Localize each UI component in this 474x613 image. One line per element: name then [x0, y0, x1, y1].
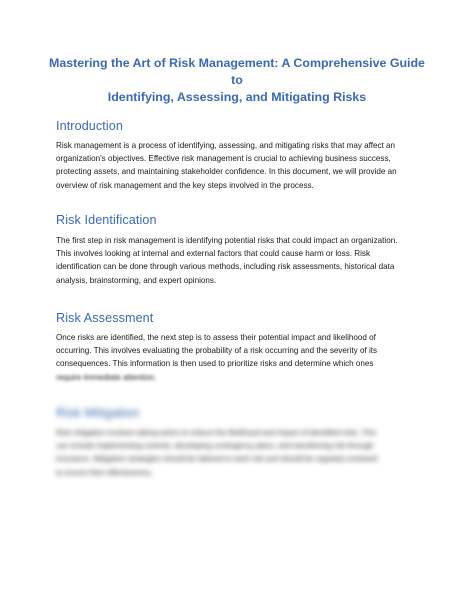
text-line: to ensure their effectiveness.	[56, 467, 153, 477]
text-line: organization's objectives. Effective risk management is crucial to achieving business success,	[56, 154, 391, 164]
text-line: insurance. Mitigation strategies should be tailored to each risk and should be regularly reviewed	[56, 454, 378, 464]
title-line-2: Identifying, Assessing, and Mitigating Risks	[107, 90, 367, 104]
paragraph-risk-identification	[56, 234, 420, 287]
title-line-1: Mastering the Art of Risk Management: A Comprehensive Guide to	[49, 56, 425, 87]
text-line: analysis, brainstorming, and expert opinions.	[56, 275, 217, 285]
heading-risk-assessment: Risk Assessment	[56, 311, 154, 325]
paragraph-risk-mitigation	[56, 426, 420, 479]
text-line: require immediate attention.	[56, 372, 157, 382]
heading-risk-identification: Risk Identification	[56, 213, 157, 227]
text-line: This involves looking at internal and external factors that could cause harm or loss. Risk	[56, 249, 371, 259]
text-line: Once risks are identified, the next step is to assess their potential impact and likelihood of	[56, 333, 376, 342]
text-line: Risk mitigation involves taking action to reduce the likelihood and impact of identified risks. This	[56, 428, 377, 437]
text-line: consequences. This information is then used to prioritize risks and determine which ones	[56, 359, 374, 369]
text-line: protecting assets, and maintaining stakeholder confidence. In this document, we will provide an	[56, 167, 397, 177]
text-line: Risk management is a process of identifying, assessing, and mitigating risks that may affect an	[56, 141, 396, 150]
text-line: can include implementing controls, developing contingency plans, and transferring risk through	[56, 441, 374, 451]
paragraph-introduction	[56, 139, 420, 192]
text-line: occurring. This involves evaluating the probability of a risk occurring and the severity of its	[56, 346, 378, 356]
text-line: overview of risk management and the key steps involved in the process.	[56, 180, 314, 190]
document-title	[48, 55, 426, 106]
paragraph-risk-assessment	[56, 331, 420, 384]
text-line: identification can be done through various methods, including risk assessments, historical data	[56, 262, 395, 272]
heading-introduction: Introduction	[56, 119, 124, 133]
text-line: The first step in risk management is identifying potential risks that could impact an organization.	[56, 236, 398, 245]
heading-risk-mitigation: Risk Mitigation	[56, 406, 140, 420]
